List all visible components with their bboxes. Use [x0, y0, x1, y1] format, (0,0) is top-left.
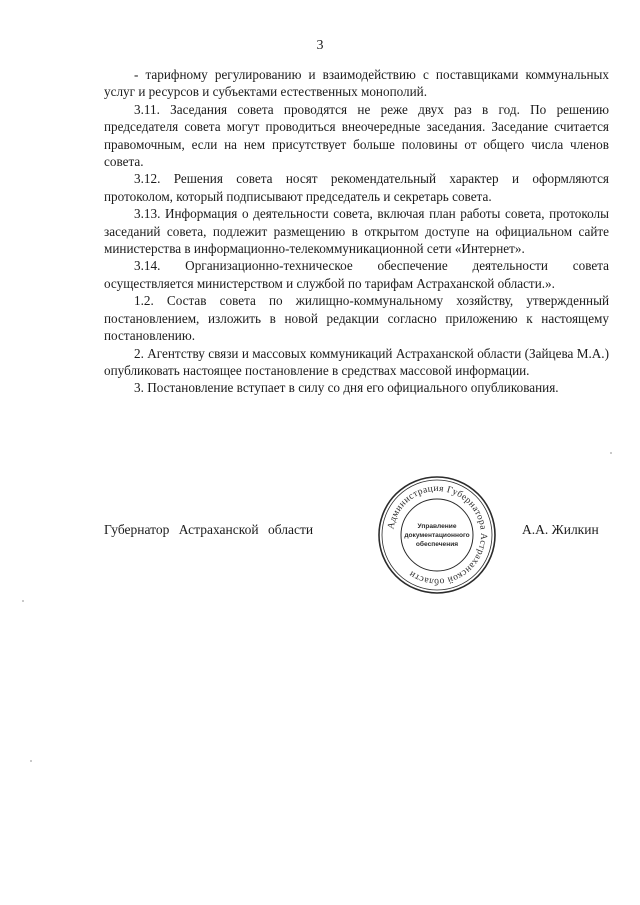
paragraph-1-2: 1.2. Состав совета по жилищно-коммунальному хозяйству, утвержденный постановлением, изложить в новой редакции согласно приложению к настоящему постановлению.	[104, 293, 609, 344]
seal-center-line-3: обеспечения	[415, 541, 459, 548]
paragraph-tariff-regulation: - тарифному регулированию и взаимодействию с поставщиками коммунальных услуг и ресурсов и субъектами естественных монополий.	[104, 67, 609, 100]
paragraph-3-12: 3.12. Решения совета носят рекомендательный характер и оформляются протоколом, который подписывают председатель и секретарь совета.	[104, 171, 609, 204]
signatory-name: А.А. Жилкин	[522, 522, 599, 537]
paragraph-2: 2. Агентству связи и массовых коммуникаций Астраханской области (Зайцева М.А.) опубликовать настоящее постановление в средствах массовой информации.	[104, 345, 609, 378]
paragraph-3: 3. Постановление вступает в силу со дня его официального опубликования.	[134, 380, 559, 396]
seal-center-line-1: Управление	[417, 523, 457, 530]
page-number: 3	[316, 38, 324, 53]
signatory-title: Губернатор Астраханской области	[104, 522, 314, 537]
scan-speck	[22, 600, 24, 602]
document-body	[104, 66, 609, 397]
paragraph-3-14: 3.14. Организационно-техническое обеспечение деятельности совета осуществляется министерством и службой по тарифам Астраханской области.».	[104, 258, 609, 291]
scan-speck	[30, 760, 32, 762]
seal-center-line-2: документационного	[404, 532, 470, 539]
scan-speck	[610, 452, 612, 454]
paragraph-3-13: 3.13. Информация о деятельности совета, включая план работы совета, протоколы заседаний совета, подлежит размещению в открытом доступе на официальном сайте министерства в информационно-телекоммуникационной сети «Интернет».	[104, 206, 609, 257]
seal-ring-text: Администрация Губернатора Астраханской области	[386, 483, 489, 587]
paragraph-3-11: 3.11. Заседания совета проводятся не реже двух раз в год. По решению председателя совета могут проводиться внеочередные заседания. Заседание считается правомочным, если на нем присутствует больше половины от общего числа членов совета.	[104, 101, 609, 170]
official-seal	[376, 474, 498, 596]
